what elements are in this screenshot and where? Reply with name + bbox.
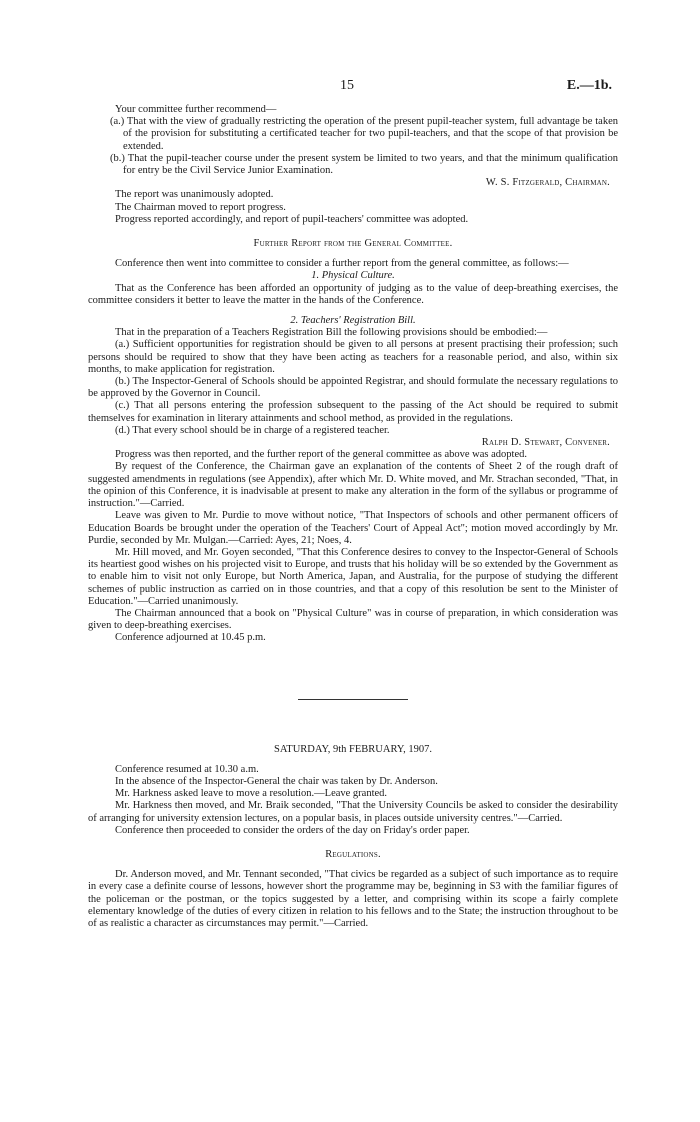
registration-bill-a: (a.) Sufficient opportunities for registration should be given to all persons at present practising their profession; such persons should be required to show that they have been acting as teachers for a reasonable period, and also, within six months, to make application for registration. — [88, 339, 618, 375]
proceedings-paragraph-6: Conference adjourned at 10.45 p.m. — [115, 632, 266, 644]
registration-bill-d: (d.) That every school should be in charge of a registered teacher. — [115, 424, 390, 436]
registration-bill-intro: That in the preparation of a Teachers Registration Bill the following provisions should be embodied:— — [115, 327, 548, 339]
document-reference: E.—1b. — [566, 78, 612, 93]
further-report-heading: Further Report from the General Committee. — [253, 238, 453, 250]
saturday-paragraph-4: Mr. Harkness then moved, and Mr. Braik seconded, "That the University Councils be asked to consider the desirability of arranging for university extension lectures, on a popular basis, in places outside university centres."—Carried. — [88, 800, 618, 824]
saturday-paragraph-2: In the absence of the Inspector-General the chair was taken by Dr. Anderson. — [115, 775, 438, 787]
proceedings-paragraph-1: Progress was then reported, and the further report of the general committee as above was adopted. — [115, 449, 527, 461]
saturday-heading: SATURDAY, 9th FEBRUARY, 1907. — [274, 743, 432, 755]
page-header — [0, 78, 700, 96]
saturday-paragraph-1: Conference resumed at 10.30 a.m. — [115, 763, 259, 775]
further-report-intro: Conference then went into committee to consider a further report from the general committee, as follows:— — [115, 258, 569, 270]
chairman-signature: W. S. Fitzgerald, Chairman. — [485, 177, 610, 189]
convener-signature: Ralph D. Stewart, Convener. — [481, 437, 610, 449]
regulations-paragraph-1: Dr. Anderson moved, and Mr. Tennant seconded, "That civics be regarded as a subject of such importance as to require in every case a definite course of lessons, however short the programme may be, beginning in S3 with the familiar figures of the policeman or the postman, or the topics suggested by a letter, and comprising within its scope a fairly complete elementary knowledge of the duties of every citizen in relation to his fellows and to the State; the instruction throughout to be of as realistic a character as circumstances may permit."—Carried. — [88, 869, 618, 929]
page-body — [88, 104, 618, 930]
registration-bill-b: (b.) The Inspector-General of Schools should be appointed Registrar, and should formulate the necessary regulations to be approved by the Governor in Council. — [88, 376, 618, 400]
physical-culture-heading: 1. Physical Culture. — [311, 270, 395, 282]
proceedings-paragraph-5: The Chairman announced that a book on "Physical Culture" was in course of preparation, in which consideration was given to deep-breathing exercises. — [88, 607, 618, 632]
chairman-moved: The Chairman moved to report progress. — [115, 201, 286, 213]
regulations-heading: Regulations. — [325, 848, 381, 860]
recommend-intro: Your committee further recommend— — [115, 104, 277, 115]
registration-bill-heading: 2. Teachers' Registration Bill. — [290, 315, 416, 327]
report-adopted: The report was unanimously adopted. — [115, 189, 274, 201]
recommendation-a: (a.) That with the view of gradually restricting the operation of the present pupil-teacher system, full advantage be taken of the provision for substituting a certificated teacher for two pupil-teachers, and that the scope of that provision be extended. — [110, 116, 618, 152]
registration-bill-c: (c.) That all persons entering the profession subsequent to the passing of the Act should be required to submit themselves for examination in literary attainments and school method, as provided in the regulations. — [88, 400, 618, 424]
recommendation-b: (b.) That the pupil-teacher course under the present system be limited to two years, and that the minimum qualification for entry be the Civil Service Junior Examination. — [110, 152, 618, 177]
page-number: 15 — [340, 78, 354, 93]
physical-culture-text: That as the Conference has been afforded an opportunity of judging as to the value of deep-breathing exercises, the committee considers it better to leave the matter in the hands of the Conference. — [88, 282, 618, 306]
proceedings-paragraph-2: By request of the Conference, the Chairman gave an explanation of the contents of Sheet 2 of the rough draft of suggested amendments in regulations (see Appendix), after which Mr. D. White moved, and Mr. Strachan seconded, "That, in the opinion of this Conference, it is inadvisable at present to make any alteration in the form of the syllabus or programme of instruction."—Carried. — [88, 461, 618, 510]
progress-reported: Progress reported accordingly, and report of pupil-teachers' committee was adopted. — [115, 213, 469, 225]
saturday-paragraph-3: Mr. Harkness asked leave to move a resolution.—Leave granted. — [115, 788, 388, 800]
proceedings-paragraph-3: Leave was given to Mr. Purdie to move without notice, "That Inspectors of schools and other permanent officers of Education Boards be brought under the operation of the Teachers' Court of Appeal Act"; motion moved accordingly by Mr. Purdie, seconded by Mr. Mulgan.—Carried: Ayes, 21; Noes, 4. — [88, 510, 618, 546]
proceedings-paragraph-4: Mr. Hill moved, and Mr. Goyen seconded, "That this Conference desires to convey to the Inspector-General of Schools its heartiest good wishes on his projected visit to Europe, and trusts that his holiday will be so extended by the Government as to enable him to visit not only Europe, but North America, Japan, and Australia, for the purpose of studying the different schemes of public instruction as carried on in those countries, and that a copy of this resolution be sent to the Minister of Education."—Carried unanimously. — [88, 546, 618, 607]
saturday-paragraph-5: Conference then proceeded to consider the orders of the day on Friday's order paper. — [115, 824, 470, 836]
